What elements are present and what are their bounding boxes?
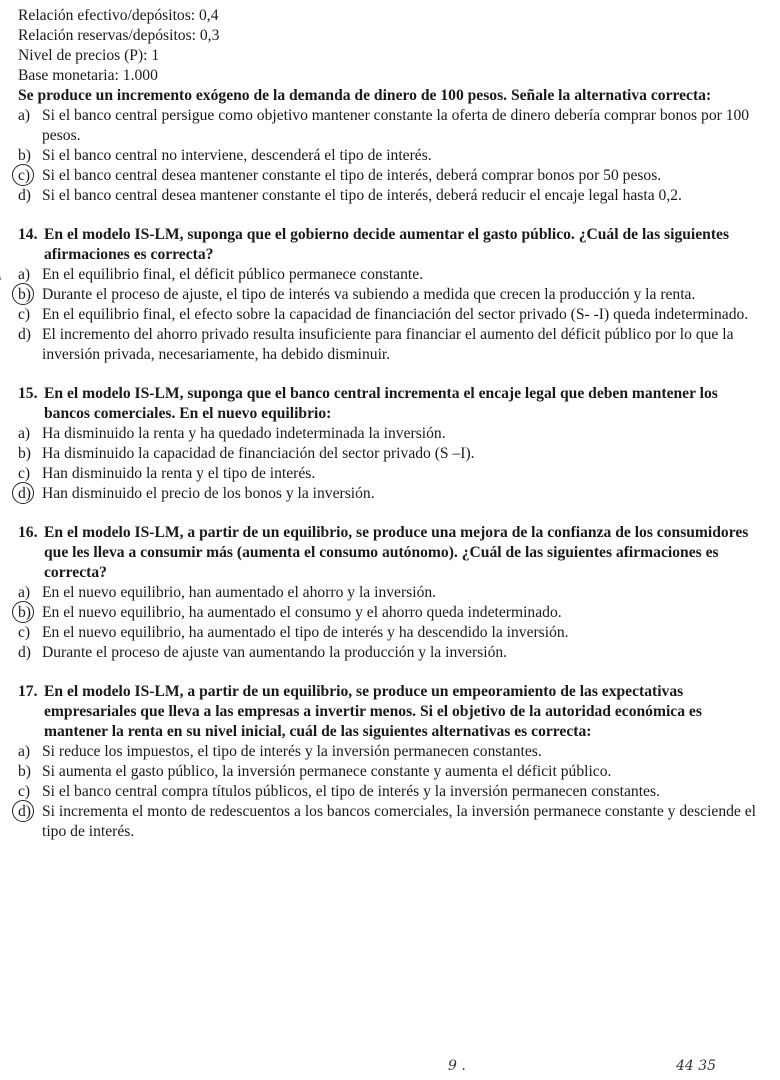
handwritten-note-left: 9 . xyxy=(448,1058,466,1074)
question-15-option-c xyxy=(18,464,762,484)
answer-circle-mark xyxy=(12,601,34,623)
option-letter: d) xyxy=(18,803,31,820)
question-14-option-a xyxy=(18,265,762,285)
option-letter: b) xyxy=(18,604,31,621)
option-letter: c) xyxy=(18,783,31,800)
option-letter: d) xyxy=(18,644,31,661)
question-number: 15. xyxy=(18,385,38,402)
option-letter: b) xyxy=(18,147,31,164)
question-17-option-c xyxy=(18,782,762,802)
option-text: Si el banco central persigue como objetivo mantener constante la oferta de dinero debería comprar bonos por 100 pesos. xyxy=(42,107,750,144)
option-letter: b) xyxy=(18,763,31,780)
question-15 xyxy=(18,384,762,504)
question-16-option-a xyxy=(18,583,762,603)
option-text: Si el banco central desea mantener constante el tipo de interés, deberá reducir el encaje legal hasta 0,2. xyxy=(42,187,682,204)
option-letter: b) xyxy=(18,445,31,462)
question-number: 14. xyxy=(18,226,38,243)
question-17-option-a xyxy=(18,742,762,762)
option-text: En el nuevo equilibrio, ha aumentado el consumo y el ahorro queda indeterminado. xyxy=(42,604,562,621)
option-text: En el equilibrio final, el déficit público permanece constante. xyxy=(42,266,424,283)
question-header xyxy=(18,225,762,265)
option-letter-wrap xyxy=(18,265,42,285)
question-15-option-a xyxy=(18,424,762,444)
question-text: En el modelo IS-LM, a partir de un equilibrio, se produce un empeoramiento de las expectativas empresariales que lleva a las empresas a invertir menos. Si el objetivo de la autoridad económica es mantener la renta en su nivel inicial, cuál de las siguientes alternativas es correcta: xyxy=(44,683,702,740)
intro-line: Base monetaria: 1.000 xyxy=(18,67,158,84)
option-text: Ha disminuido la renta y ha quedado indeterminada la inversión. xyxy=(42,425,446,442)
option-letter: a) xyxy=(18,107,31,124)
option-letter-wrap xyxy=(18,166,42,186)
option-letter: a) xyxy=(18,584,31,601)
question-text: En el modelo IS-LM, suponga que el gobierno decide aumentar el gasto público. ¿Cuál de las siguientes afirmaciones es correcta? xyxy=(44,226,730,263)
answer-circle-mark xyxy=(12,482,34,504)
option-text: Han disminuido la renta y el tipo de interés. xyxy=(42,465,316,482)
option-letter: a) xyxy=(18,425,31,442)
option-text: Durante el proceso de ajuste van aumentando la producción y la inversión. xyxy=(42,644,508,661)
option-letter: d) xyxy=(18,485,31,502)
question-header xyxy=(18,384,762,424)
intro-option-a xyxy=(18,106,762,146)
option-text: En el equilibrio final, el efecto sobre la capacidad de financiación del sector privado (S- -I) queda indeterminado. xyxy=(42,306,749,323)
answer-circle-mark xyxy=(12,800,34,822)
answer-circle-mark xyxy=(12,283,34,305)
option-text: Si incrementa el monto de redescuentos a los bancos comerciales, la inversión permanece constante y desciende el tipo de interés. xyxy=(42,803,757,840)
option-text: Si el banco central compra títulos públicos, el tipo de interés y la inversión permanecen constantes. xyxy=(42,783,660,800)
handwritten-note-right: 44 35 xyxy=(676,1058,717,1074)
option-letter-wrap xyxy=(18,285,42,305)
question-17-option-d xyxy=(18,802,762,842)
option-letter: c) xyxy=(18,624,31,641)
question-15-option-b xyxy=(18,444,762,464)
option-text: Si el banco central desea mantener constante el tipo de interés, deberá comprar bonos por 50 pesos. xyxy=(42,167,662,184)
option-letter: c) xyxy=(18,465,31,482)
question-number: 17. xyxy=(18,683,38,700)
answer-circle-mark xyxy=(12,164,34,186)
exam-page xyxy=(18,6,762,842)
option-letter: b) xyxy=(18,286,31,303)
intro-line: Relación reservas/depósitos: 0,3 xyxy=(18,27,220,44)
option-letter: c) xyxy=(18,306,31,323)
intro-option-c xyxy=(18,166,762,186)
question-17-option-b xyxy=(18,762,762,782)
question-text: En el modelo IS-LM, a partir de un equilibrio, se produce una mejora de la confianza de los consumidores que les lleva a consumir más (aumenta el consumo autónomo). ¿Cuál de las siguientes afirmaciones es correcta? xyxy=(44,524,749,581)
question-16-option-d xyxy=(18,643,762,663)
option-text: Si el banco central no interviene, descenderá el tipo de interés. xyxy=(42,147,432,164)
question-16-option-b xyxy=(18,603,762,623)
question-16-option-c xyxy=(18,623,762,643)
question-15-option-d xyxy=(18,484,762,504)
option-letter-wrap xyxy=(18,484,42,504)
option-text: Han disminuido el precio de los bonos y la inversión. xyxy=(42,485,375,502)
option-text: El incremento del ahorro privado resulta insuficiente para financiar el aumento del déficit público por lo que la inversión privada, necesariamente, ha debido disminuir. xyxy=(42,326,734,363)
question-17 xyxy=(18,682,762,842)
option-letter: a) xyxy=(18,266,31,283)
question-16 xyxy=(18,523,762,663)
question-14-option-c xyxy=(18,305,762,325)
option-text: En el nuevo equilibrio, ha aumentado el tipo de interés y ha descendido la inversión. xyxy=(42,624,569,641)
option-letter-wrap xyxy=(18,802,42,822)
intro-line: Nivel de precios (P): 1 xyxy=(18,47,160,64)
question-header xyxy=(18,523,762,583)
option-letter: d) xyxy=(18,326,31,343)
option-letter: c) xyxy=(18,167,31,184)
option-text: Ha disminuido la capacidad de financiación del sector privado (S –I). xyxy=(42,445,475,462)
option-text: Durante el proceso de ajuste, el tipo de interés va subiendo a medida que crecen la producción y la renta. xyxy=(42,286,696,303)
question-text: En el modelo IS-LM, suponga que el banco central incrementa el encaje legal que deben mantener los bancos comerciales. En el nuevo equilibrio: xyxy=(44,385,718,422)
option-text: En el nuevo equilibrio, han aumentado el ahorro y la inversión. xyxy=(42,584,437,601)
intro-line: Relación efectivo/depósitos: 0,4 xyxy=(18,7,219,24)
question-14 xyxy=(18,225,762,365)
option-letter-wrap xyxy=(18,603,42,623)
question-14-option-b xyxy=(18,285,762,305)
intro-block xyxy=(18,6,762,206)
intro-option-b xyxy=(18,146,762,166)
option-text: Si aumenta el gasto público, la inversión permanece constante y aumenta el déficit público. xyxy=(42,763,612,780)
tick-mark-icon xyxy=(0,266,1,286)
question-14-option-d xyxy=(18,325,762,365)
question-header xyxy=(18,682,762,742)
intro-option-d xyxy=(18,186,762,206)
option-text: Si reduce los impuestos, el tipo de interés y la inversión permanecen constantes. xyxy=(42,743,542,760)
option-letter: a) xyxy=(18,743,31,760)
option-letter: d) xyxy=(18,187,31,204)
question-number: 16. xyxy=(18,524,38,541)
intro-statement: Se produce un incremento exógeno de la demanda de dinero de 100 pesos. Señale la alternativa correcta: xyxy=(18,87,712,104)
